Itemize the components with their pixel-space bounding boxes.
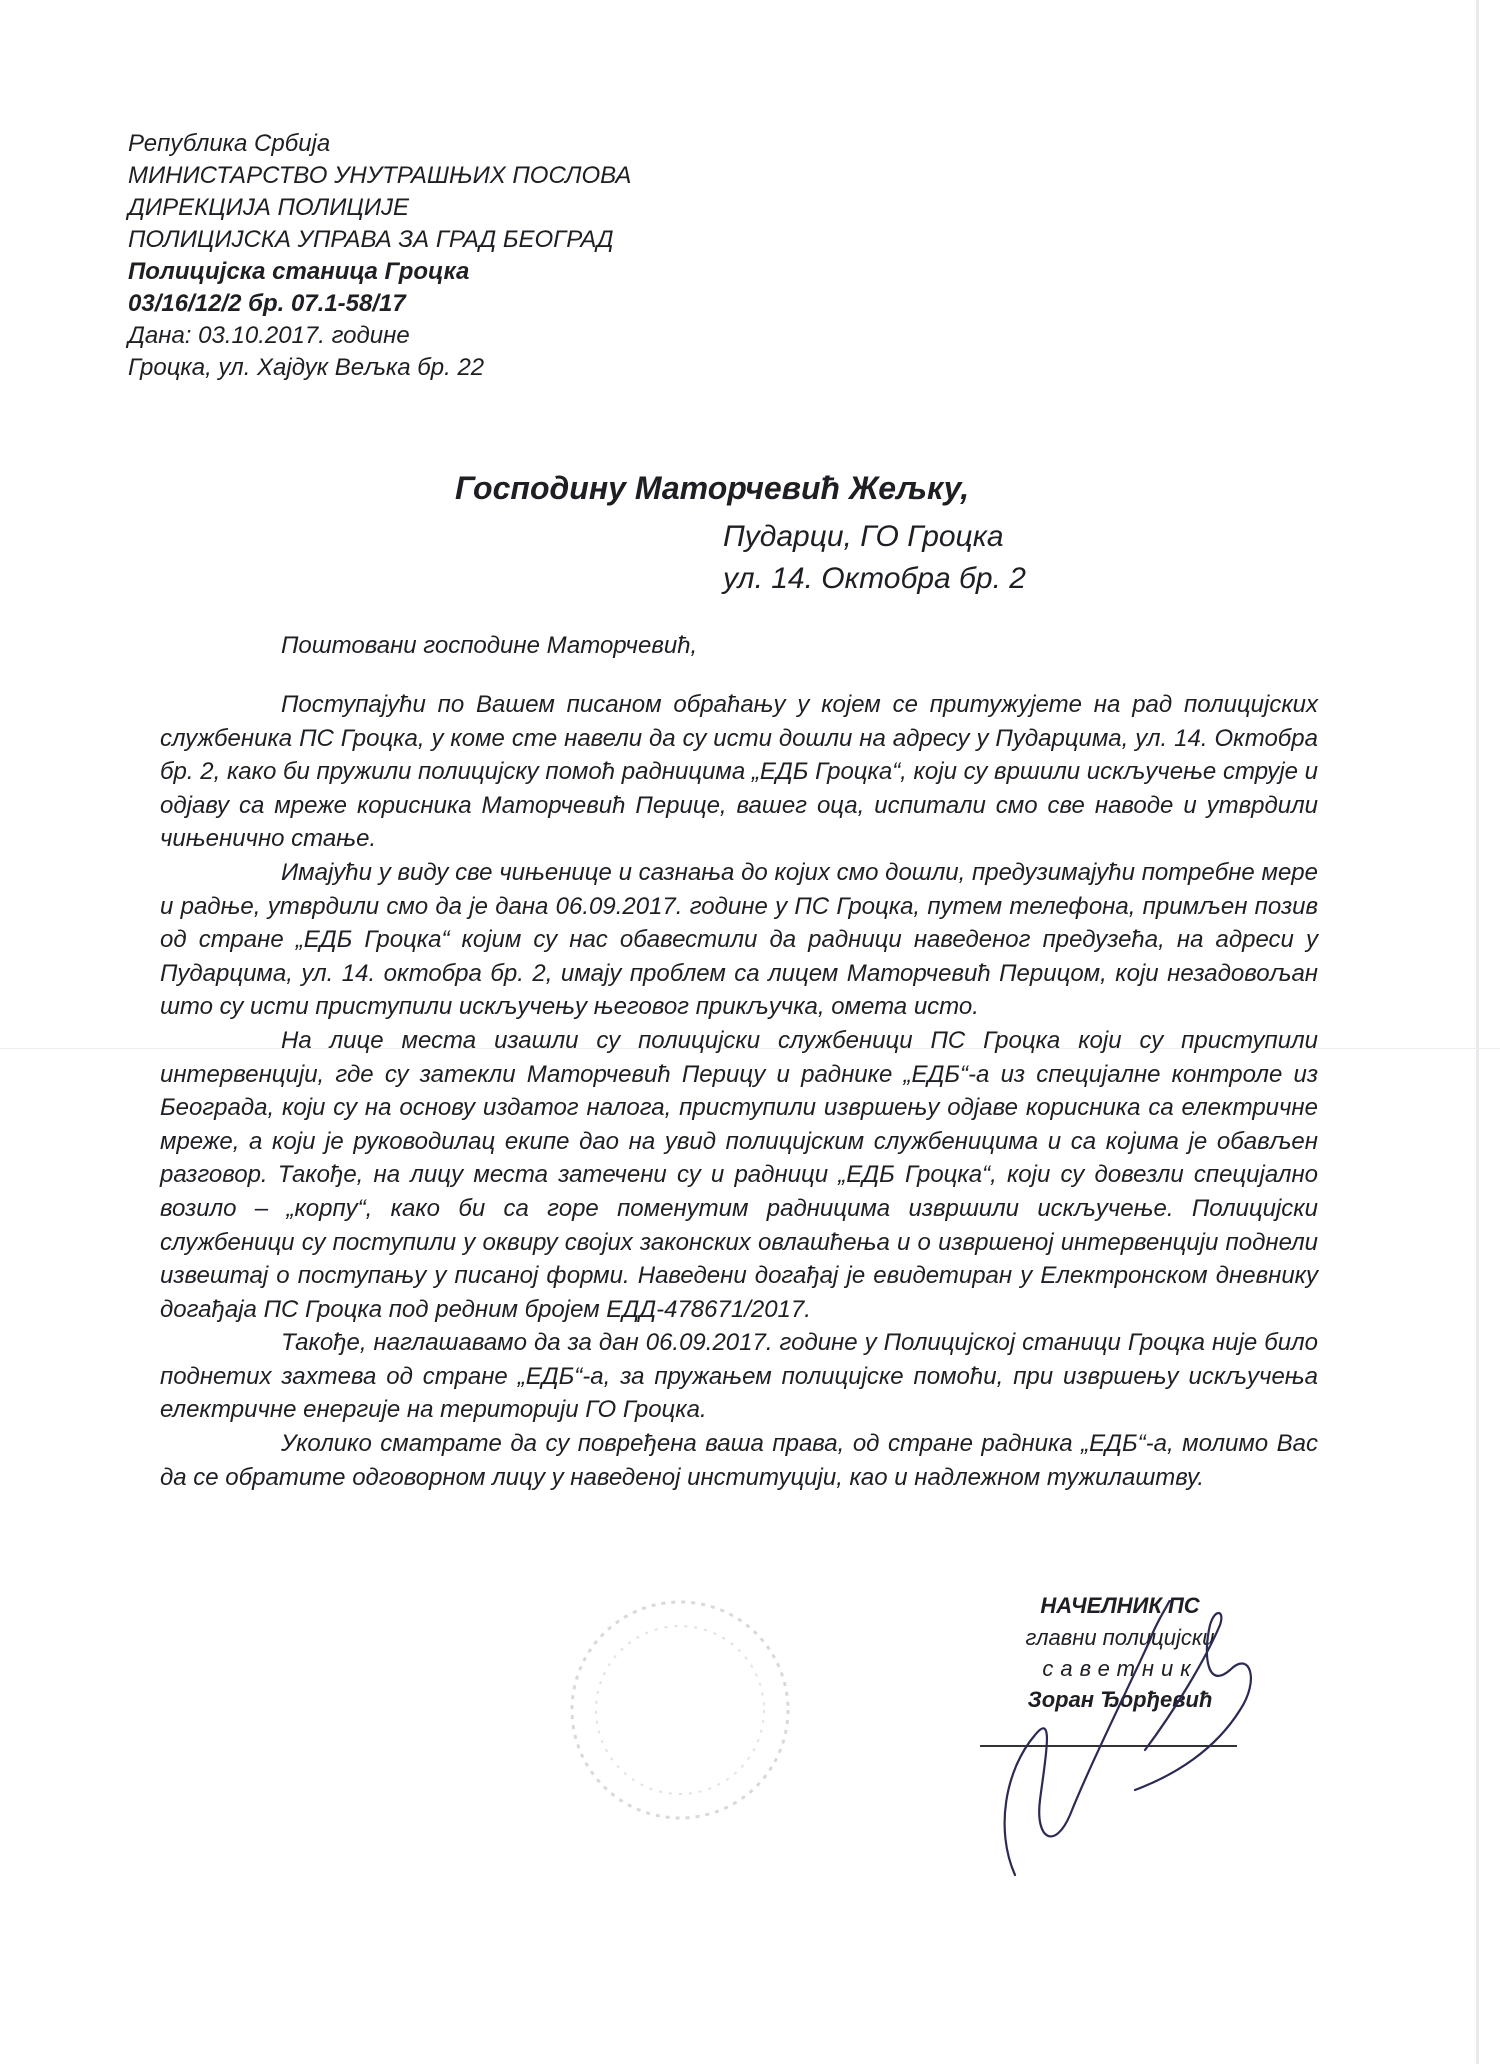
header-republic: Република Србија — [128, 130, 331, 157]
faint-stamp-seal — [560, 1590, 800, 1830]
header-directorate: ДИРЕКЦИЈА ПОЛИЦИЈЕ — [128, 194, 410, 221]
header-date: Дана: 03.10.2017. године — [128, 322, 410, 349]
body-paragraph: На лице места изашли су полицијски службеници ПС Гроцка који су приступили интервенцији, где су затекли Маторчевић Перицу и раднике „ЕДБ“-а из специјалне контроле из Београда, који су на основу издатог налога, приступили извршењу одјаве корисника са електричне мреже, а који је руководилац екипе дао на увид полицијским службеницима и са којима је обављен разговор. Такође, на лицу места затечени су и радници „ЕДБ Гроцка“, који су довезли специјално возило – „корпу“, како би са горе поменутим радницима извршили искључење. Полицијски службеници су поступили у оквиру својих законских овлашћења и о извршеној интервенцији поднели извештај о поступању у писаној форми. Наведени догађај је евидетиран у Електронском дневнику догађаја ПС Гроцка под редним бројем ЕДД-478671/2017. — [160, 1026, 1318, 1323]
signatory-rank-line1: главни полицијски — [1025, 1625, 1215, 1650]
salutation: Поштовани господине Маторчевић, — [281, 632, 698, 659]
header-reference-number: 03/16/12/2 бр. 07.1-58/17 — [128, 290, 406, 317]
signatory-name: Зоран Ђорђевић — [1027, 1687, 1213, 1712]
letter-body — [160, 688, 1318, 1494]
header-station: Полицијска станица Гроцка — [128, 258, 470, 285]
header-address: Гроцка, ул. Хајдук Вељка бр. 22 — [128, 354, 485, 381]
scan-edge — [1476, 0, 1479, 2064]
handwritten-signature — [975, 1600, 1265, 1880]
body-paragraph: Поступајући по Вашем писаном обраћању у којем се притужујете на рад полицијских службеника ПС Гроцка, у коме сте навели да су исти дошли на адресу у Пударцима, ул. 14. Октобра бр. 2, како би пружили полицијску помоћ радницима „ЕДБ Гроцка“, који су вршили искључење струје и одјаву са мреже корисника Маторчевић Перице, вашег оца, испитали смо све наводе и утврдили чињенично стање. — [160, 691, 1318, 853]
body-paragraph: Такође, наглашавамо да за дан 06.09.2017. године у Полицијској станици Гроцка није било поднетих захтева од стране „ЕДБ“-а, за пружањем полицијске помоћи, при извршењу искључења електричне енергије на територији ГО Гроцка. — [160, 1329, 1318, 1424]
signatory-title: НАЧЕЛНИК ПС — [1040, 1593, 1200, 1618]
addressee-name: Господину Маторчевић Жељку, — [455, 470, 970, 506]
sender-header — [128, 128, 928, 384]
body-paragraph: Уколико сматрате да су повређена ваша права, од стране радника „ЕДБ“-а, молимо Вас да се обратите одговорном лицу у наведеној институцији, као и надлежном тужилаштву. — [160, 1430, 1318, 1491]
header-administration: ПОЛИЦИЈСКА УПРАВА ЗА ГРАД БЕОГРАД — [128, 226, 614, 253]
addressee-place: Пударци, ГО Гроцка — [723, 520, 1004, 553]
addressee-street: ул. 14. Октобра бр. 2 — [723, 562, 1026, 595]
header-ministry: МИНИСТАРСТВО УНУТРАШЊИХ ПОСЛОВА — [128, 162, 632, 189]
body-paragraph: Имајући у виду све чињенице и сазнања до којих смо дошли, предузимајући потребне мере и радње, утврдили смо да је дана 06.09.2017. године у ПС Гроцка, путем телефона, примљен позив од стране „ЕДБ Гроцка“ којим су нас обавестили да радници наведеног предузећа, на адреси у Пударцима, ул. 14. октобра бр. 2, имају проблем са лицем Маторчевић Перицом, који незадовољан што су исти приступили искључењу његовог прикључка, омета исто. — [160, 858, 1318, 1021]
signatory-rank-line2: саветник — [1042, 1656, 1198, 1681]
